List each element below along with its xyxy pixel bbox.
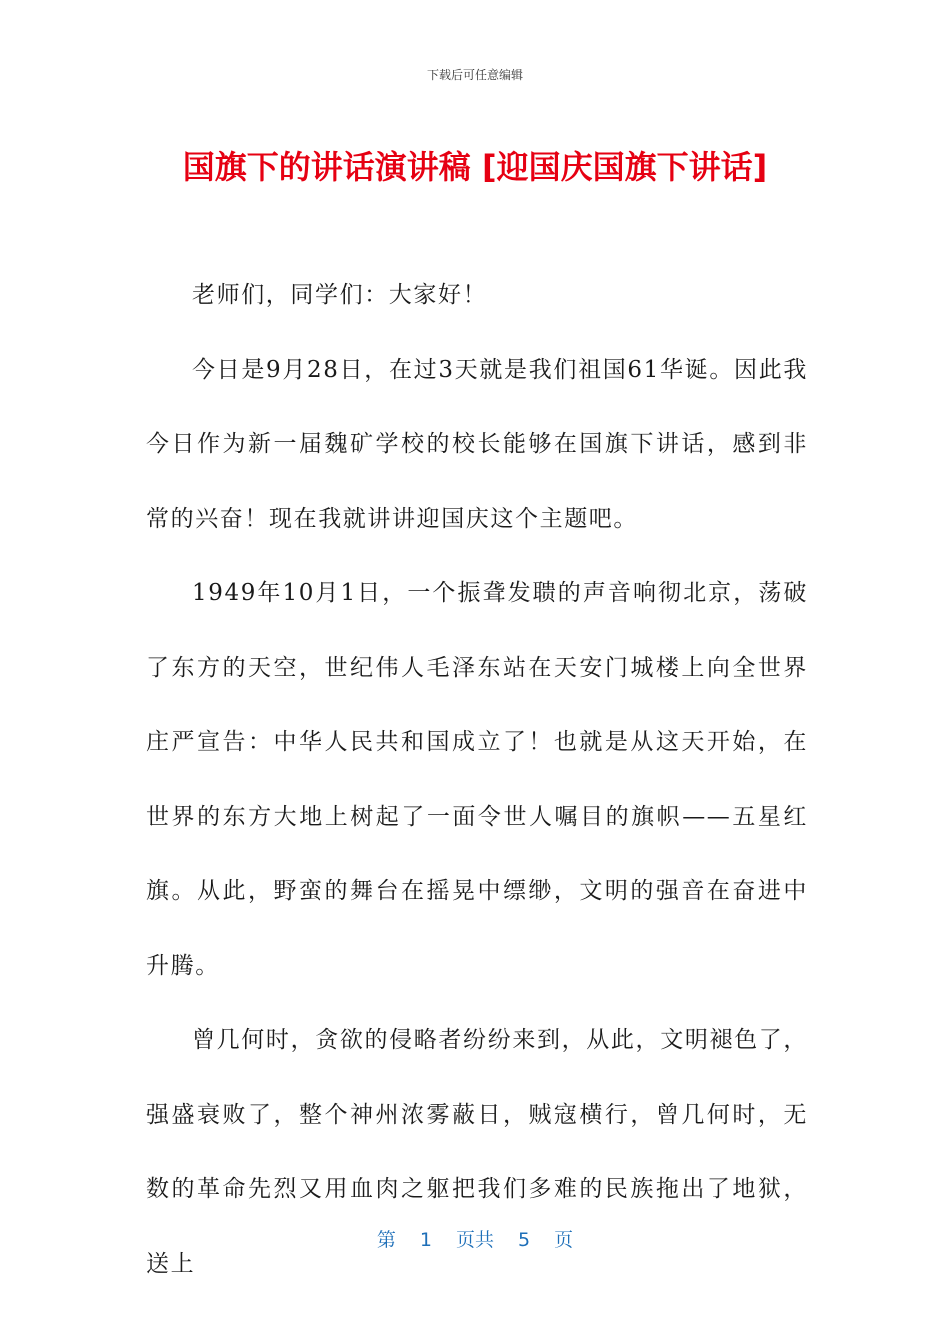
paragraph-greeting: 老师们，同学们：大家好！ bbox=[192, 282, 488, 308]
document-title: 国旗下的讲话演讲稿 [迎国庆国旗下讲话] bbox=[182, 148, 768, 186]
paragraph-past: 曾几何时，贪欲的侵略者纷纷来到，从此，文明褪色了，强盛衰败了，整个神州浓雾蔽日，贼寇横行，曾几何时，无数的革命先烈又用血肉之躯把我们多难的民族拖出了地狱，送上 bbox=[146, 1027, 808, 1277]
page-footer bbox=[0, 1225, 950, 1252]
total-pages-number: 5 bbox=[518, 1229, 531, 1251]
paragraph-intro: 今日是9月28日，在过3天就是我们祖国61华诞。因此我今日作为新一届魏矿学校的校长能够在国旗下讲话，感到非常的兴奋！现在我就讲讲迎国庆这个主题吧。 bbox=[146, 356, 808, 532]
page-label-suffix: 页 bbox=[554, 1229, 574, 1251]
header-note: 下载后可任意编辑 bbox=[426, 68, 523, 82]
page-label-prefix: 第 bbox=[376, 1229, 396, 1251]
document-body bbox=[146, 258, 808, 1301]
current-page-number: 1 bbox=[419, 1229, 432, 1251]
paragraph-history: 1949年10月1日，一个振聋发聩的声音响彻北京，荡破了东方的天空，世纪伟人毛泽东站在天安门城楼上向全世界庄严宣告：中华人民共和国成立了！也就是从这天开始，在世界的东方大地上树起了一面令世人嘱目的旗帜——五星红旗。从此，野蛮的舞台在摇晃中缥缈，文明的强音在奋进中升腾。 bbox=[146, 580, 808, 979]
page-label-mid: 页共 bbox=[455, 1229, 494, 1251]
